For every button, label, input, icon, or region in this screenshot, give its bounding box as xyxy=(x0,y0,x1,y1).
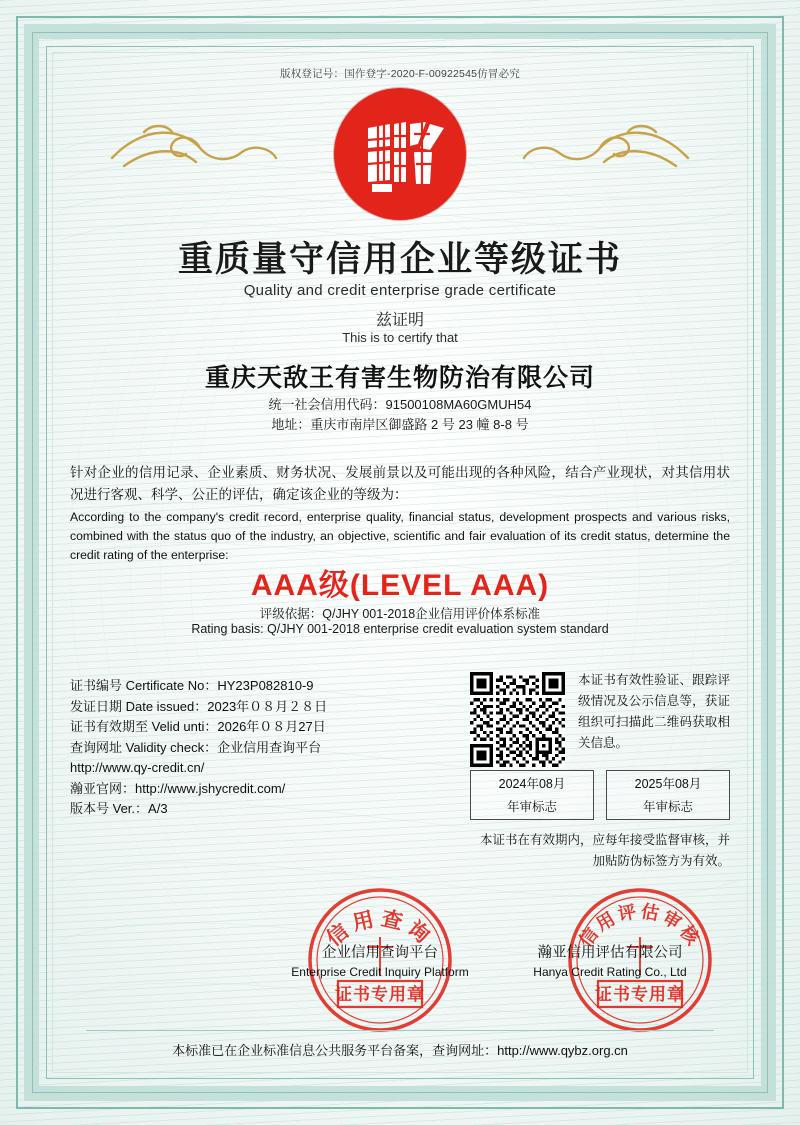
detail-label: 证书编号 Certificate No： xyxy=(70,678,218,693)
detail-value: A/3 xyxy=(148,801,168,816)
issuer-name-en: Enterprise Credit Inquiry Platform xyxy=(291,965,469,979)
detail-official-site xyxy=(70,779,460,800)
company-address: 地址：重庆市南岸区御盛路 2 号 23 幢 8-8 号 xyxy=(271,417,529,432)
issuer-name-cn: 瀚亚信用评估有限公司 xyxy=(537,945,683,961)
qr-code[interactable] xyxy=(470,672,565,767)
detail-certificate-no xyxy=(70,676,460,697)
annual-review-year: 2025年08月 xyxy=(634,777,702,791)
hy-logo-badge xyxy=(334,88,466,220)
company-name: 重庆天敌王有害生物防治有限公司 xyxy=(204,364,595,392)
page-title-english: Quality and credit enterprise grade certificate xyxy=(243,282,557,299)
detail-version xyxy=(70,799,460,820)
unified-social-credit-code: 统一社会信用代码：91500108MA60GMUH54 xyxy=(268,397,532,412)
logo-area xyxy=(0,88,800,223)
flourish-ornament-left xyxy=(104,118,304,188)
detail-value: 2026年０８月27日 xyxy=(217,719,326,734)
detail-valid-until xyxy=(70,717,460,738)
issuer-name-cn: 企业信用查询平台 xyxy=(322,945,438,961)
footer-note: 本标准已在企业标准信息公共服务平台备案，查询网址：http://www.qybz.org.cn xyxy=(172,1043,628,1058)
detail-value: 2023年０８月２８日 xyxy=(207,698,328,714)
detail-label: 发证日期 Date issued： xyxy=(70,698,208,714)
annual-review-boxes xyxy=(470,770,730,820)
page-title: 重质量守信用企业等级证书 xyxy=(177,240,622,279)
body-paragraph-en: According to the company's credit record, enterprise quality, financial status, development prospects and various risks, combined with the status quo of the industry, an objective, scientific and fair evaluation of its credit status, determine the credit rating of the enterprise: xyxy=(70,510,730,562)
rating-basis-en: Rating basis: Q/JHY 001-2018 enterprise credit evaluation system standard xyxy=(191,622,609,636)
annual-review-box[interactable] xyxy=(606,770,730,820)
svg-text:证书专用章: 证书专用章 xyxy=(335,985,425,1004)
certify-statement-en: This is to certify that xyxy=(342,330,458,345)
issuer-right xyxy=(495,941,725,979)
detail-value: HY23P082810-9 xyxy=(217,678,314,693)
body-paragraph xyxy=(70,462,730,565)
rating-basis-cn: 评级依据：Q/JHY 001-2018企业信用评价体系标准 xyxy=(259,607,541,621)
detail-validity-check xyxy=(70,738,460,759)
svg-text:信用查询: 信用查询 xyxy=(322,906,438,951)
qr-code-note: 本证书有效性验证、跟踪评级情况及公示信息等，获证组织可扫描此二维码获取相关信息。 xyxy=(578,673,730,750)
certify-statement-cn: 兹证明 xyxy=(375,312,424,329)
issuer-left xyxy=(265,941,495,979)
annual-review-box[interactable] xyxy=(470,770,594,820)
qr-code-icon xyxy=(470,672,565,767)
flourish-ornament-right xyxy=(496,118,696,188)
issuer-name-en: Hanya Credit Rating Co., Ltd xyxy=(533,965,687,979)
detail-value: 企业信用查询平台 xyxy=(217,739,322,755)
detail-issue-date xyxy=(70,697,460,718)
annual-review-year: 2024年08月 xyxy=(498,777,566,791)
annual-review-label: 年审标志 xyxy=(642,800,693,814)
detail-label: 查询网址 Validity check： xyxy=(70,739,218,755)
annual-review-label: 年审标志 xyxy=(506,800,557,814)
annual-review-note: 本证书在有效期内，应每年接受监督审核，并加贴防伪标签方为有效。 xyxy=(479,833,730,868)
detail-label: 瀚亚官网： xyxy=(70,780,136,796)
certificate-details xyxy=(70,676,460,820)
detail-label: 版本号 Ver.： xyxy=(70,801,149,816)
svg-text:信用评估审核: 信用评估审核 xyxy=(575,901,705,951)
body-paragraph-cn: 针对企业的信用记录、企业素质、财务状况、发展前景以及可能出现的各种风险，结合产业现状，对其信用状况进行客观、科学、公正的评估，确定该企业的等级为： xyxy=(70,465,730,502)
hy-monogram-icon xyxy=(334,88,466,220)
detail-validity-check-url[interactable]: http://www.qy-credit.cn/ xyxy=(70,760,205,775)
footer-divider xyxy=(86,1030,714,1031)
detail-value[interactable]: http://www.jshycredit.com/ xyxy=(135,780,286,796)
copyright-notice: 版权登记号：国作登字-2020-F-00922545仿冒必究 xyxy=(280,68,520,80)
credit-level: AAA级(LEVEL AAA) xyxy=(250,569,550,602)
svg-text:证书专用章: 证书专用章 xyxy=(595,985,685,1004)
detail-label: 证书有效期至 Velid unti： xyxy=(70,719,218,734)
